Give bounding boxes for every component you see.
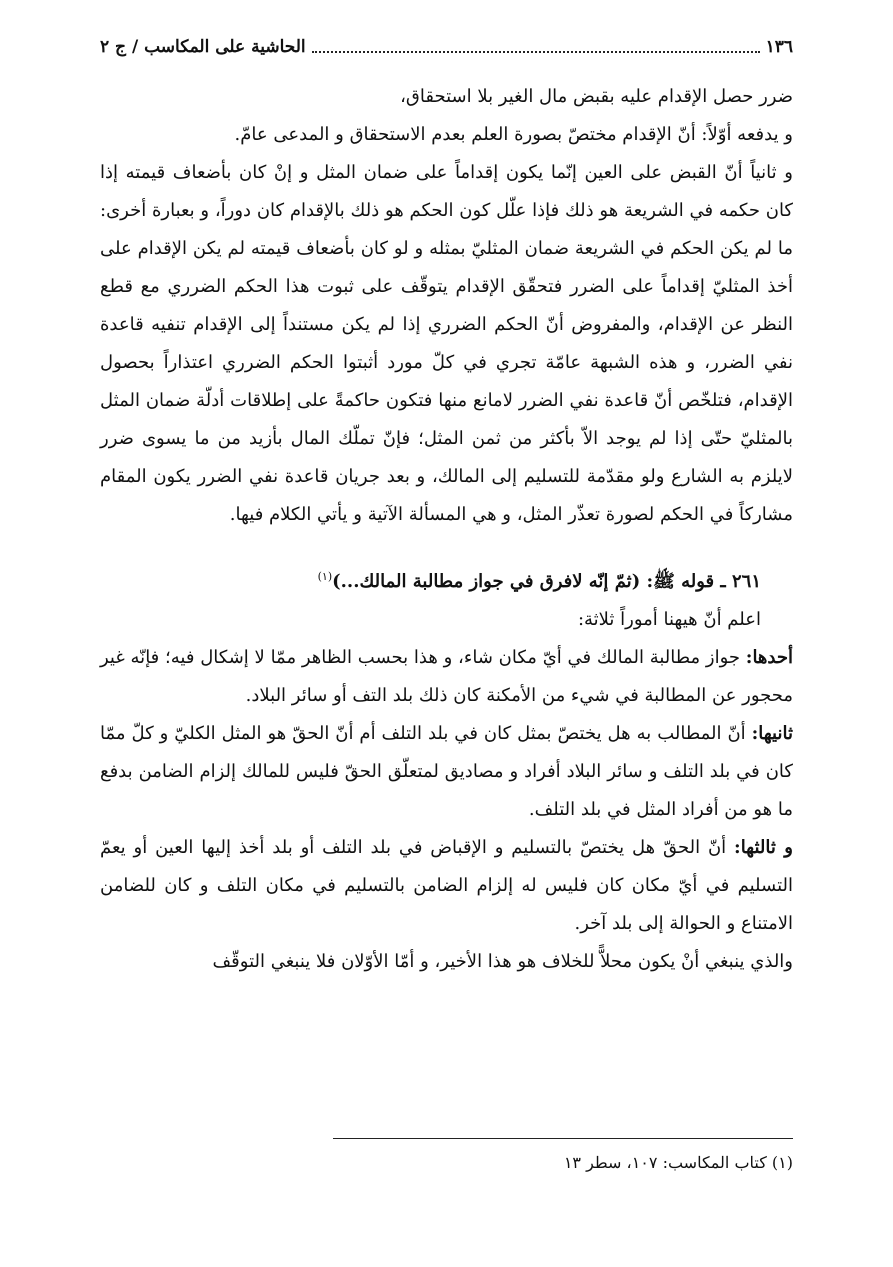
paragraph-3: و ثانياً أنّ القبض على العين إنّما يكون إقداماً على ضمان المثل و إنْ كان بأضعاف قيمته إذا كان حكمه في الشريعة هو ذلك فإذا علّل كون الحكم هو ذلك بالإقدام كان دوراً، و بعبارة أخرى: ما لم يكن الحكم في الشريعة ضمان المثليّ بمثله و لو كان بأضعاف قيمته لم يكن الإقدام على أخذ المثليّ إقداماً على الضرر فتحقّق الإقدام يتوقّف على ثبوت هذا الحكم الضرري مع قطع النظر عن الإقدام، والمفروض أنّ الحكم الضرري إذا لم يكن مستنداً إلى الإقدام تنفيه قاعدة نفي الضرر، و هذه الشبهة عامّة تجري في كلّ مورد أثبتوا الحكم الضرري اعتذاراً بحصول الإقدام، فتلخّص أنّ قاعدة نفي الضرر لامانع منها فتكون حاكمةً على إطلاقات أدلّة ضمان المثل بالمثليّ حتّى إذا لم يوجد الاّ بأكثر من ثمن المثل؛ فإنّ تملّك المال بأزيد من ما يسوى ضرر لايلزم به الشارع ولو مقدّمة للتسليم إلى المالك، و بعد جريان قاعدة نفي الضرر يكون المقام مشاركاً في الحكم لصورة تعذّر المثل، و هي المسألة الآتية و يأتي الكلام فيها. <box>100 162 794 525</box>
footnote-separator <box>333 1138 793 1139</box>
paragraph-2: و يدفعه أوّلاً: أنّ الإقدام مختصّ بصورة العلم بعدم الاستحقاق و المدعى عامّ. <box>234 124 793 145</box>
item-third-lead: و ثالثها: <box>734 837 793 858</box>
item-third <box>100 829 793 943</box>
paragraph-1: ضرر حصل الإقدام عليه بقبض مال الغير بلا استحقاق، <box>400 86 793 107</box>
item-second-text: أنّ المطالب به هل يختصّ بمثل كان في بلد التلف أم أنّ الحقّ هو المثل الكليّ و كلّ ممّا كان في بلد التلف و سائر البلاد أفراد و مصاديق لمتعلّق الحقّ فليس للمالك إلزام الضامن بدفع ما هو من أفراد المثل في بلد التلف. <box>100 723 793 820</box>
section-heading <box>100 558 793 601</box>
header-leader-dots <box>312 49 760 53</box>
page-body <box>100 78 793 981</box>
section-heading-text: ٢٦١ ـ قوله ﷺ: (ثمّ إنّه لافرق في جواز مطالبة المالك...) <box>332 571 761 592</box>
footnote-marker: (١) <box>317 570 333 583</box>
page-header <box>100 32 793 62</box>
footnote: (١) كتاب المكاسب: ١٠٧، سطر ١٣ <box>563 1153 793 1172</box>
closing-text: والذي ينبغي أنْ يكون محلاًّ للخلاف هو هذا الأخير، و أمّا الأوّلان فلا ينبغي التوقّف <box>212 951 793 972</box>
page-number: ١٣٦ <box>765 37 793 57</box>
running-title: الحاشية على المكاسب / ج ٢ <box>100 37 306 57</box>
item-first-lead: أحدها: <box>745 647 793 668</box>
section-intro: اعلم أنّ هيهنا أموراً ثلاثة: <box>577 609 761 630</box>
item-third-text: أنّ الحقّ هل يختصّ بالتسليم و الإقباض في بلد التلف أو بلد أخذ إليها العين أو يعمّ التسليم في أيّ مكان كان فليس له إلزام الضامن بالتسليم في مكان التلف و كان للضامن الامتناع و الحوالة إلى بلد آخر. <box>100 837 793 934</box>
section-gap <box>100 534 793 558</box>
closing-paragraph <box>100 943 793 981</box>
item-first-text: جواز مطالبة المالك في أيّ مكان شاء، و هذا بحسب الظاهر ممّا لا إشكال فيه؛ فإنّه غير محجور عن المطالبة في شيء من الأمكنة كان ذلك بلد التف أو سائر البلاد. <box>100 647 793 706</box>
item-first <box>100 639 793 715</box>
item-second-lead: ثانيها: <box>751 723 793 744</box>
item-second <box>100 715 793 829</box>
